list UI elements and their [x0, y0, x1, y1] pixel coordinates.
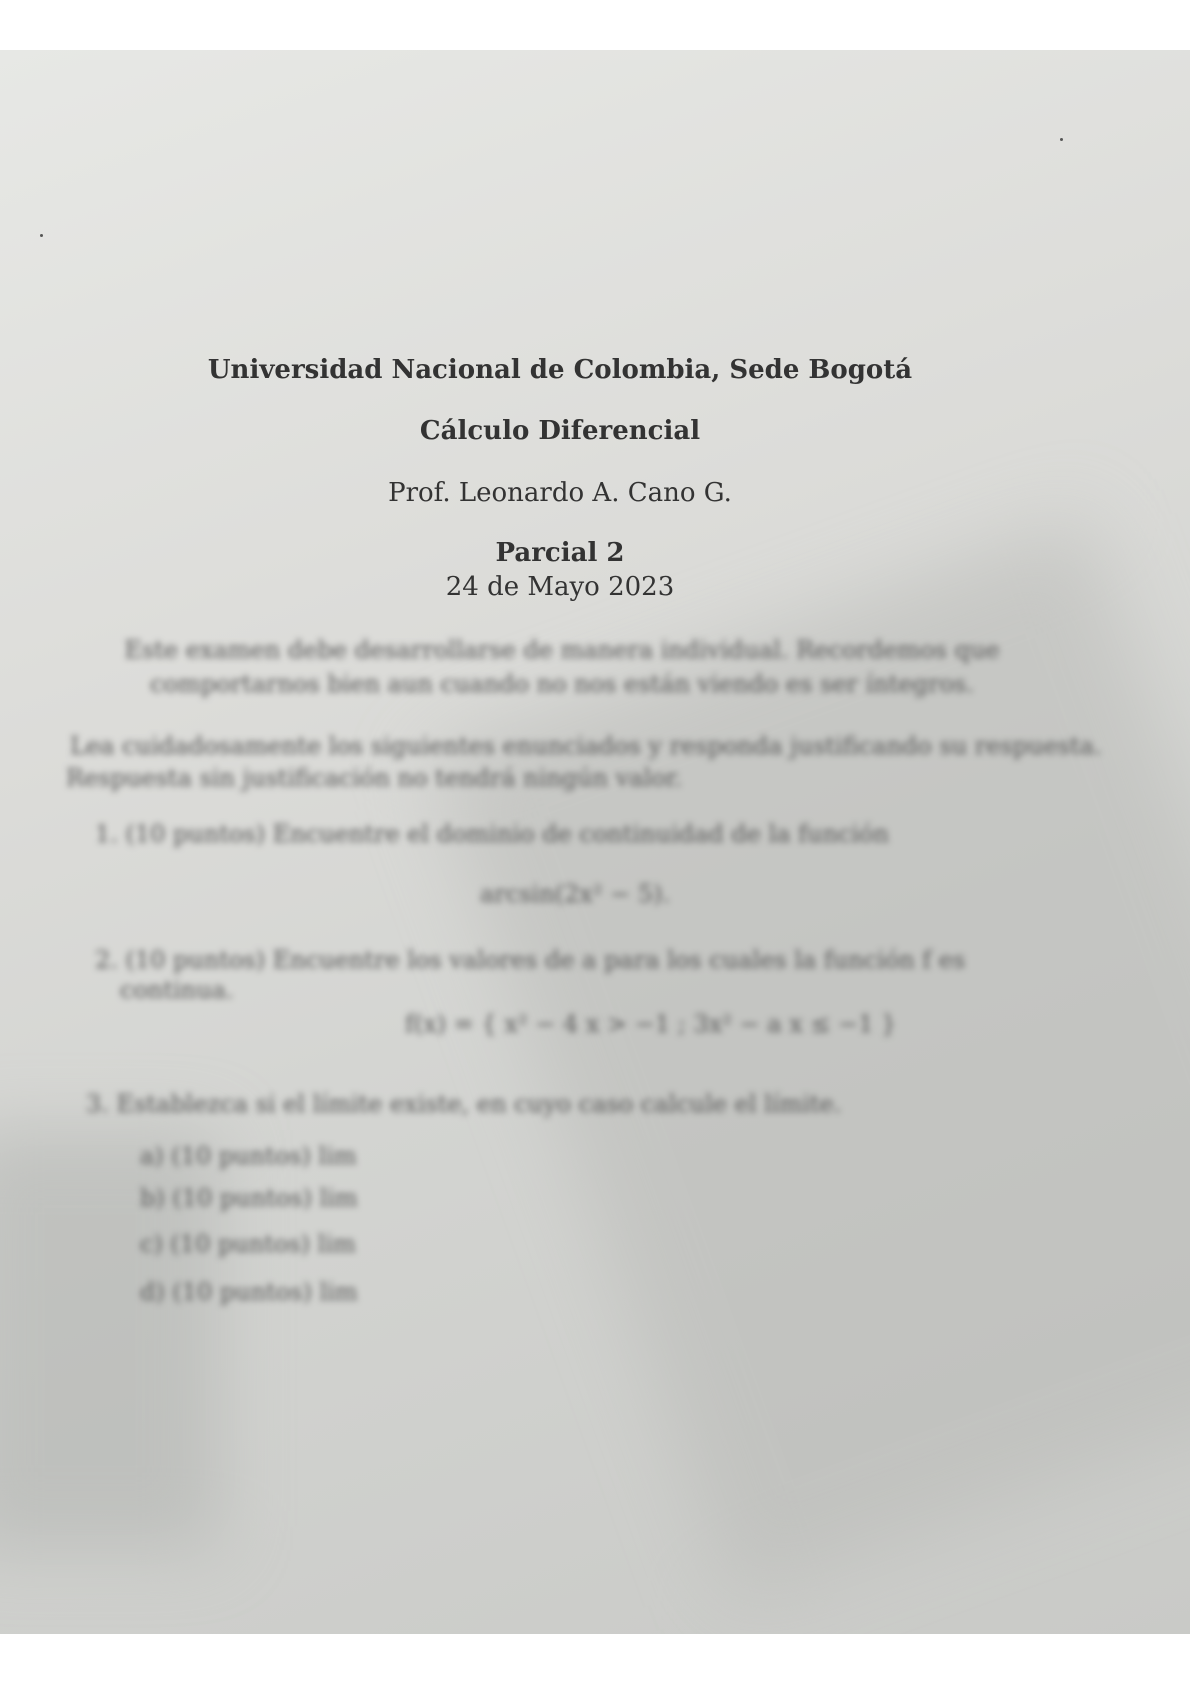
question-3b: b) (10 puntos) lim: [140, 1184, 358, 1212]
instructions-line: Este examen debe desarrollarse de manera individual. Recordemos que: [124, 636, 1000, 664]
question-1: 1. (10 puntos) Encuentre el dominio de continuidad de la función: [95, 820, 889, 848]
paper-speck: [40, 234, 43, 237]
exam-title: Parcial 2: [495, 538, 625, 568]
question-1-formula: arcsin(2x² − 5).: [480, 880, 671, 908]
paper-speck: [1060, 138, 1063, 141]
question-2-cont: continua.: [120, 976, 234, 1004]
instructions-line: Respuesta sin justificación no tendrá ningún valor.: [66, 764, 683, 792]
institution-title: Universidad Nacional de Colombia, Sede Bogotá: [207, 355, 913, 385]
course-title: Cálculo Diferencial: [419, 416, 701, 446]
question-2-formula: f(x) = { x² − 4 x > −1 ; 3x² − a x ≤ −1 }: [405, 1010, 897, 1038]
question-2: 2. (10 puntos) Encuentre los valores de a para los cuales la función f es: [95, 946, 966, 974]
professor-name: Prof. Leonardo A. Cano G.: [388, 478, 732, 508]
question-3d: d) (10 puntos) lim: [140, 1278, 358, 1306]
instructions-line: Lea cuidadosamente los siguientes enunciados y responda justificando su respuesta.: [70, 732, 1102, 760]
question-3a: a) (10 puntos) lim: [140, 1142, 357, 1170]
exam-page: [0, 50, 1190, 1634]
question-3: 3. Establezca si el límite existe, en cuyo caso calcule el límite.: [86, 1090, 842, 1118]
question-3c: c) (10 puntos) lim: [140, 1230, 356, 1258]
instructions-line: comportarnos bien aun cuando no nos están viendo es ser íntegros.: [150, 670, 974, 698]
exam-date: 24 de Mayo 2023: [445, 572, 675, 602]
